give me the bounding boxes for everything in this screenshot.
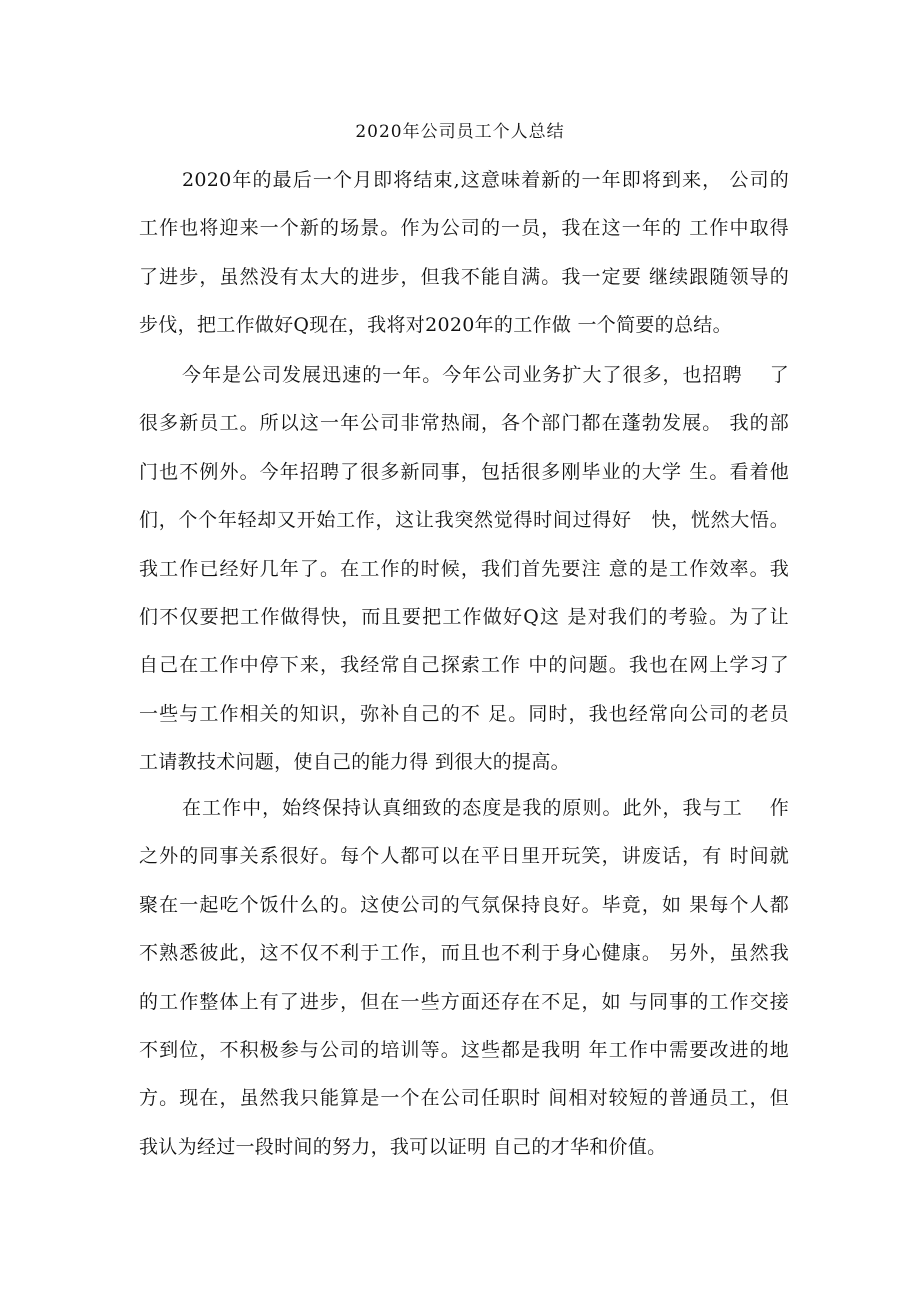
paragraph-line: 在工作中，始终保持认真细致的态度是我的原则。此外，我与工 作 (182, 797, 789, 819)
paragraph-2 (139, 363, 789, 799)
paragraph-line: 们不仅要把工作做得快，而且要把工作做好Q这 是对我们的考验。为了让 (139, 605, 789, 628)
paragraph-line: 我工作已经好几年了。在工作的时候，我们首先要注 意的是工作效率。我 (139, 557, 789, 580)
paragraph-line: 之外的同事关系很好。每个人都可以在平日里开玩笑，讲废话，有 时间就 (139, 845, 789, 868)
paragraph-line: 2020年的最后一个月即将结束,这意味着新的一年即将到来， 公司的 (182, 169, 789, 191)
paragraph-line: 方。现在，虽然我只能算是一个在公司任职时 间相对较短的普通员工，但 (139, 1087, 789, 1110)
paragraph-line: 不到位，不积极参与公司的培训等。这些都是我明 年工作中需要改进的地 (139, 1038, 789, 1061)
paragraph-line: 们，个个年轻却又开始工作，这让我突然觉得时间过得好 快，恍然大悟。 (139, 509, 789, 532)
paragraph-line: 今年是公司发展迅速的一年。今年公司业务扩大了很多，也招聘 了 (182, 364, 789, 386)
document-title: 2020年公司员工个人总结 (355, 122, 565, 142)
paragraph-line: 步伐，把工作做好Q现在，我将对2020年的工作做 一个简要的总结。 (139, 314, 732, 337)
paragraph-line: 一些与工作相关的知识，弥补自己的不 足。同时，我也经常向公司的老员 (139, 702, 789, 725)
paragraph-line: 的工作整体上有了进步，但在一些方面还存在不足，如 与同事的工作交接 (139, 990, 789, 1013)
paragraph-line: 很多新员工。所以这一年公司非常热闹，各个部门都在蓬勃发展。 我的部 (139, 412, 789, 435)
paragraph-line: 不熟悉彼此，这不仅不利于工作，而且也不利于身心健康。 另外，虽然我 (139, 942, 789, 965)
paragraph-1 (139, 168, 789, 362)
paragraph-line: 自己在工作中停下来，我经常自己探索工作 中的问题。我也在网上学习了 (139, 654, 789, 677)
paragraph-line: 我认为经过一段时间的努力，我可以证明 自己的才华和价值。 (139, 1135, 667, 1158)
paragraph-line: 了进步，虽然没有太大的进步，但我不能自满。我一定要 继续跟随领导的 (139, 265, 789, 288)
paragraph-line: 门也不例外。今年招聘了很多新同事，包括很多刚毕业的大学 生。看着他 (139, 460, 789, 483)
paragraph-3 (139, 796, 789, 1183)
paragraph-line: 聚在一起吃个饭什么的。这使公司的气氛保持良好。毕竟，如 果每个人都 (139, 893, 789, 916)
paragraph-line: 工作也将迎来一个新的场景。作为公司的一员，我在这一年的 工作中取得 (139, 217, 789, 240)
paragraph-line: 工请教技术问题，使自己的能力得 到很大的提高。 (139, 751, 570, 774)
